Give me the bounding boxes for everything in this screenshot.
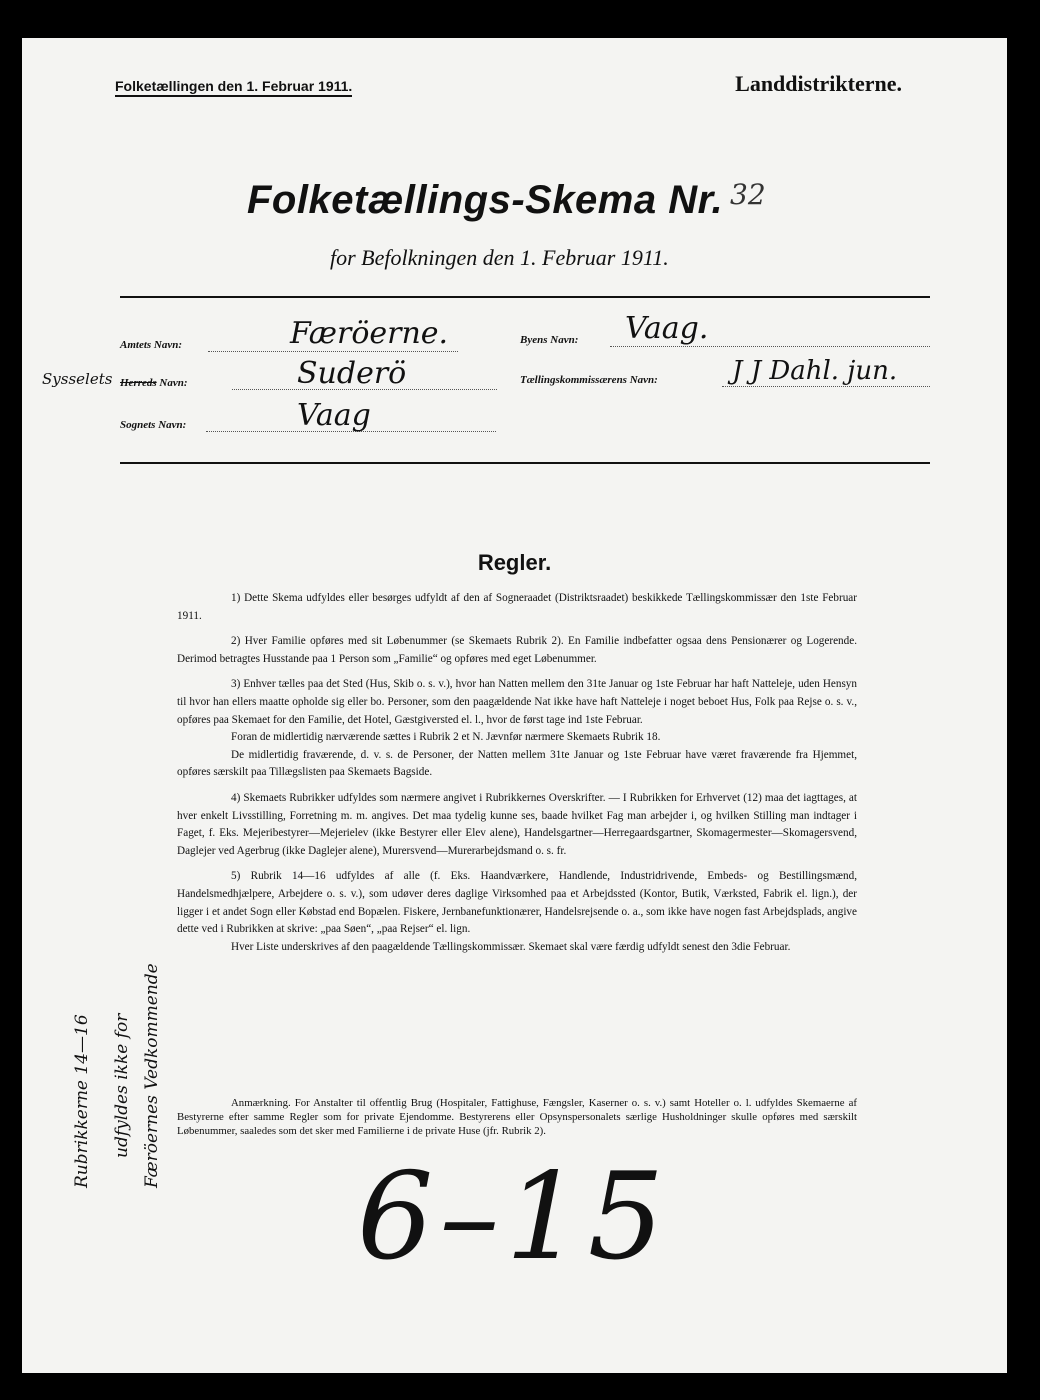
margin-note-1: Rubrikkerne 14—16 [72,1014,92,1188]
amt-line [208,351,458,352]
sogn-value: Vaag [297,398,371,433]
margin-note-3: Færöernes Vedkommende [142,963,162,1188]
herred-label-rest: Navn: [159,377,188,389]
kommissaer-value: J J Dahl. jun. [732,356,898,386]
rule-1: 1) Dette Skema udfyldes eller besørges udfyldt af den af Sogneraadet (Distriktsraadet) beskikkede Tællingskommissær den 1ste Februar 1911. [177,592,857,622]
margin-note-2: udfyldes ikke for [112,1013,132,1158]
form-title: Folketællings-Skema Nr. [247,178,724,222]
bottom-handwritten-range: 6–15 [357,1148,671,1287]
sogn-label: Sognets Navn: [120,419,187,431]
herred-value: Suderö [297,356,407,391]
annotation-text [177,1096,857,1139]
rule-3-note-present: Foran de midlertidig nærværende sættes i Rubrik 2 et N. Jævnfør nærmere Skemaets Rubrik 18. [231,731,661,744]
rules-text [177,590,857,964]
by-value: Vaag. [625,311,709,346]
rule-2: 2) Hver Familie opføres med sit Løbenummer (se Skemaets Rubrik 2). En Familie indbefatter ogsaa dens Pensionærer og Logerende. Derimod betragtes Husstande paa 1 Person som „Familie“ og opføres med eget Løbenummer. [177,635,857,665]
form-subtitle: for Befolkningen den 1. Februar 1911. [330,245,669,270]
rule-3: 3) Enhver tælles paa det Sted (Hus, Skib o. s. v.), hvor han Natten mellem den 31te Januar og 1ste Februar har haft Natteleje, uden Hensyn til hvor han ellers maatte opholde sig eller bo. Personer, som den paagældende Nat ikke have haft Natteleje i noget beboet Hus, Folk paa Rejse o. s. v., opføres paa Skemaet for den Familie, det Hotel, Gæstgiversted el. l., hvor de først tage ind 1ste Februar. [177,678,857,726]
herred-label-struck: Herreds [120,377,157,389]
form-number-handwritten: 32 [730,178,766,211]
census-form-page [22,38,1007,1373]
top-divider [120,296,930,298]
rule-4: 4) Skemaets Rubrikker udfyldes som nærmere angivet i Rubrikkernes Overskrifter. — I Rubrikken for Erhvervet (12) maa det iagttages, at hver enkelt Livsstilling, Forretning m. m. angives. Det maa tydelig kunne ses, baade hvilket Fag man arbejder i, og hvilken Stilling man indtager i Faget, f. Eks. Mejeribestyrer—Mejerielev (ikke Bestyrer eller Elev alene), Handelsgartner—Herregaardsgartner, Skomagermester—Skomagersvend, Daglejer ved Agerbrug (ikke Daglejer alene), Murersvend—Murerarbejdsmand o. s. fr. [177,791,857,857]
rule-5: 5) Rubrik 14—16 udfyldes af alle (f. Eks. Haandværkere, Handlende, Industridrivende, Embeds- og Bestillingsmænd, Handelsmedhjælpere, Arbejdere o. s. v.), som udøver deres daglige Virksomhed paa et Arbejdssted (Kontor, Butik, Værksted, Fabrik el. lign.), der ligger i et andet Sogn eller Købstad end Bopælen. Fiskere, Jernbanefunktionærer, Handelsrejsende o. a., som ikke have nogen fast Arbejdsplads, angive dette ved i Rubrikken at skrive: „paa Søen“, „paa Rejser“ el. lign. [177,870,857,936]
annotation: Anmærkning. For Anstalter til offentlig Brug (Hospitaler, Fattighuse, Fængsler, Kaserner o. s. v.) samt Hoteller o. l. udfyldes Skemaerne af Bestyrerne efter samme Regler som for private Ejendomme. Bestyrerens eller Opsynspersonalets særlige Husholdninger skulle opføres med særskilt Løbenummer, saaledes som det sker med Familierne i de private Huse (jfr. Rubrik 2). [177,1097,857,1138]
rule-3-note-absent: De midlertidig fraværende, d. v. s. de Personer, der Natten mellem 31te Januar og 1ste Februar have været fraværende fra Hjemmet, opføres særskilt paa Tillægslisten paa Skemaets Bagside. [177,748,857,779]
rules-heading: Regler. [477,550,552,575]
amt-label: Amtets Navn: [120,339,183,351]
header-district-type: Landdistrikterne. [735,71,902,96]
herred-label [120,377,188,389]
by-line [610,346,930,347]
amt-value: Færöerne. [290,316,449,351]
kommissaer-line [722,386,930,387]
by-label: Byens Navn: [520,334,579,346]
bottom-divider [120,462,930,464]
rule-signature: Hver Liste underskrives af den paagældende Tællingskommissær. Skemaet skal være færdig udfyldt senest den 3die Februar. [231,940,791,953]
header-census-date: Folketællingen den 1. Februar 1911. [115,78,352,97]
herred-prefix-handwritten: Sysselets [42,370,113,388]
kommissaer-label: Tællingskommissærens Navn: [520,374,658,386]
